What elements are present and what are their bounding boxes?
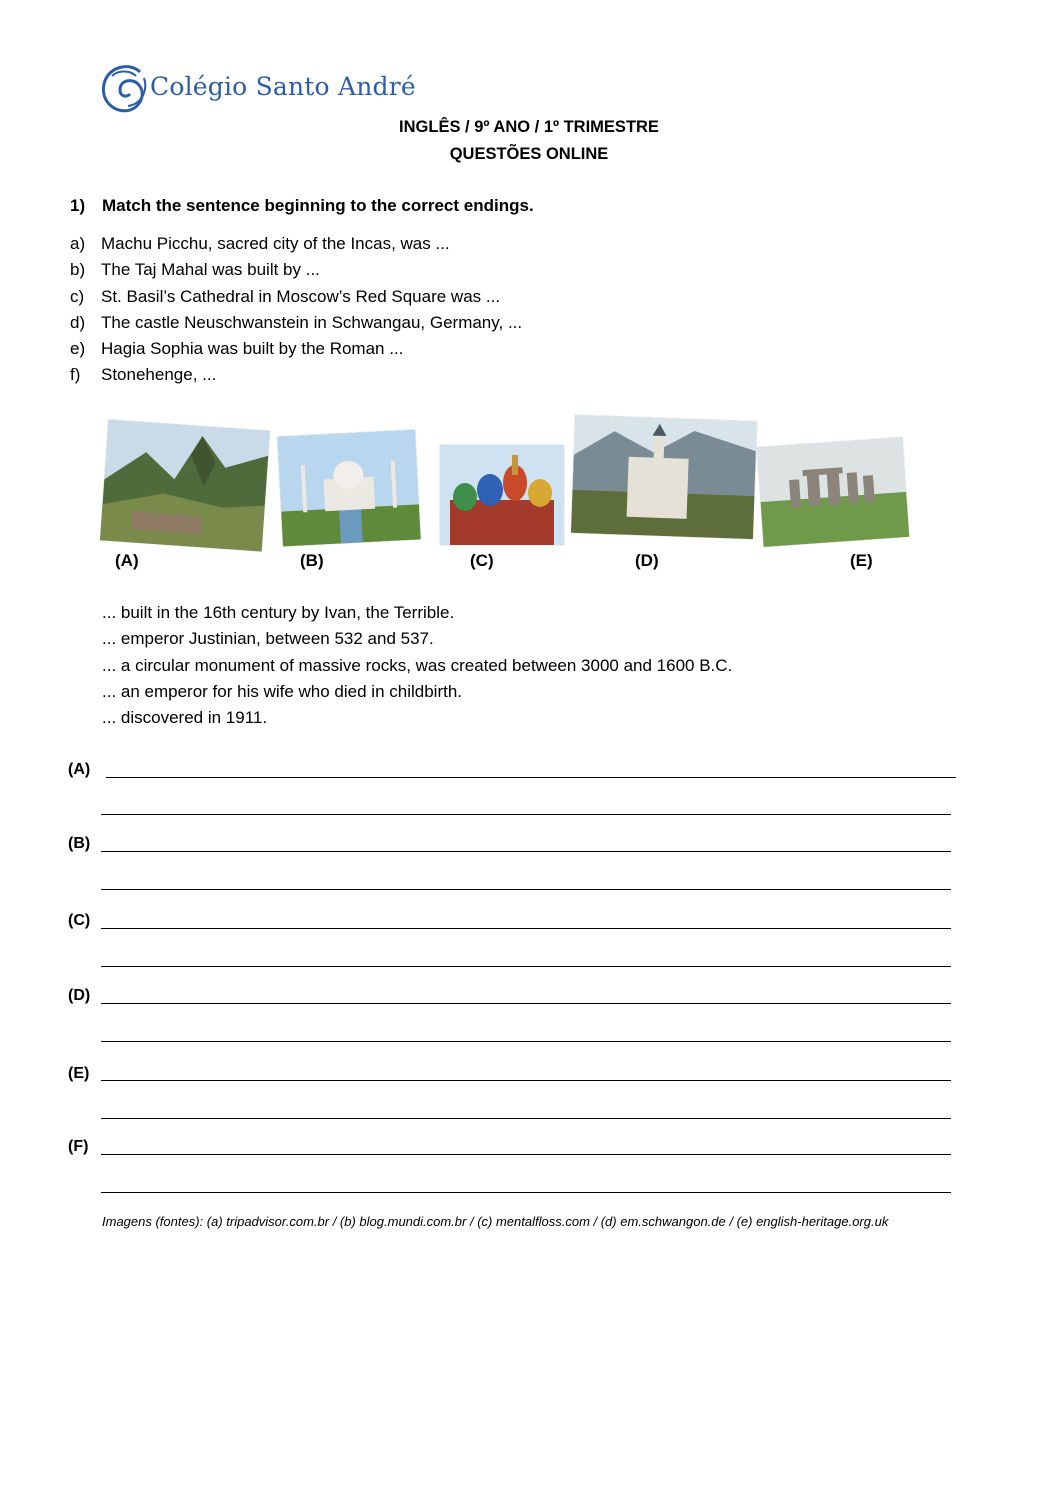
sentence-endings-list [102, 600, 732, 731]
answer-label: (E) [68, 1065, 90, 1082]
item-key: f) [70, 365, 81, 385]
answer-line[interactable] [101, 1041, 951, 1042]
list-item: ... built in the 16th century by Ivan, the Terrible. [102, 603, 455, 622]
page-title: INGLÊS / 9º ANO / 1º TRIMESTRE [399, 118, 659, 136]
st-basils-cathedral-photo [440, 445, 564, 545]
image-label: (D) [635, 551, 659, 570]
question-number: 1) [70, 196, 86, 215]
question-prompt [70, 196, 534, 216]
answer-line[interactable] [101, 1003, 951, 1004]
neuschwanstein-castle-photo [571, 415, 757, 539]
list-item: ... emperor Justinian, between 532 and 537. [102, 629, 434, 649]
item-text: Hagia Sophia was built by the Roman ... [101, 339, 404, 359]
image-label: (B) [300, 551, 324, 570]
list-item [70, 284, 522, 310]
item-text: Stonehenge, ... [101, 365, 217, 385]
list-item [70, 336, 522, 362]
item-key: e) [70, 339, 86, 359]
list-item: ... discovered in 1911. [102, 708, 268, 728]
image-sources-note: Imagens (fontes): (a) tripadvisor.com.br / (b) blog.mundi.com.br / (c) mentalfloss.com / (d) em.schwangon.de / (e) english-heritage.org.uk [102, 1214, 889, 1229]
answer-label: (F) [68, 1138, 89, 1155]
answer-line[interactable] [101, 928, 951, 929]
answer-label: (B) [68, 835, 91, 852]
list-item [70, 257, 522, 283]
list-item: ... a circular monument of massive rocks, was created between 3000 and 1600 B.C. [102, 655, 733, 675]
machu-picchu-photo [100, 419, 270, 551]
sentence-beginnings-list [70, 231, 522, 389]
answer-line[interactable] [101, 889, 951, 890]
answer-line[interactable] [101, 814, 951, 815]
item-text: Machu Picchu, sacred city of the Incas, was ... [101, 234, 450, 253]
answer-line[interactable] [106, 777, 956, 778]
answer-line[interactable] [101, 1118, 951, 1119]
item-key: d) [70, 312, 86, 332]
item-text: The Taj Mahal was built by ... [101, 260, 320, 280]
item-key: b) [70, 260, 86, 280]
item-text: St. Basil’s Cathedral in Moscow’s Red Square was ... [101, 286, 501, 306]
question-text: Match the sentence beginning to the correct endings. [102, 196, 534, 215]
school-name: Colégio Santo André [150, 72, 416, 101]
image-label: (C) [470, 551, 494, 570]
answer-line[interactable] [101, 966, 951, 967]
image-label: (E) [850, 551, 873, 570]
answer-line[interactable] [101, 1192, 951, 1193]
answer-line[interactable] [101, 1080, 951, 1081]
answer-label: (D) [68, 987, 91, 1004]
taj-mahal-photo [277, 429, 421, 546]
answer-label: (A) [68, 761, 91, 778]
item-key: c) [70, 286, 85, 306]
list-item [70, 231, 522, 257]
answer-line[interactable] [101, 851, 951, 852]
answer-line[interactable] [101, 1154, 951, 1155]
image-label: (A) [115, 551, 139, 570]
item-text: The castle Neuschwanstein in Schwangau, Germany, ... [101, 312, 523, 332]
school-logo-icon [100, 62, 152, 116]
list-item [70, 362, 522, 388]
list-item [70, 310, 522, 336]
answer-label: (C) [68, 912, 91, 929]
stonehenge-photo [757, 437, 910, 547]
item-key: a) [70, 234, 86, 253]
list-item: ... an emperor for his wife who died in childbirth. [102, 681, 463, 701]
page-subtitle: QUESTÕES ONLINE [449, 145, 609, 163]
